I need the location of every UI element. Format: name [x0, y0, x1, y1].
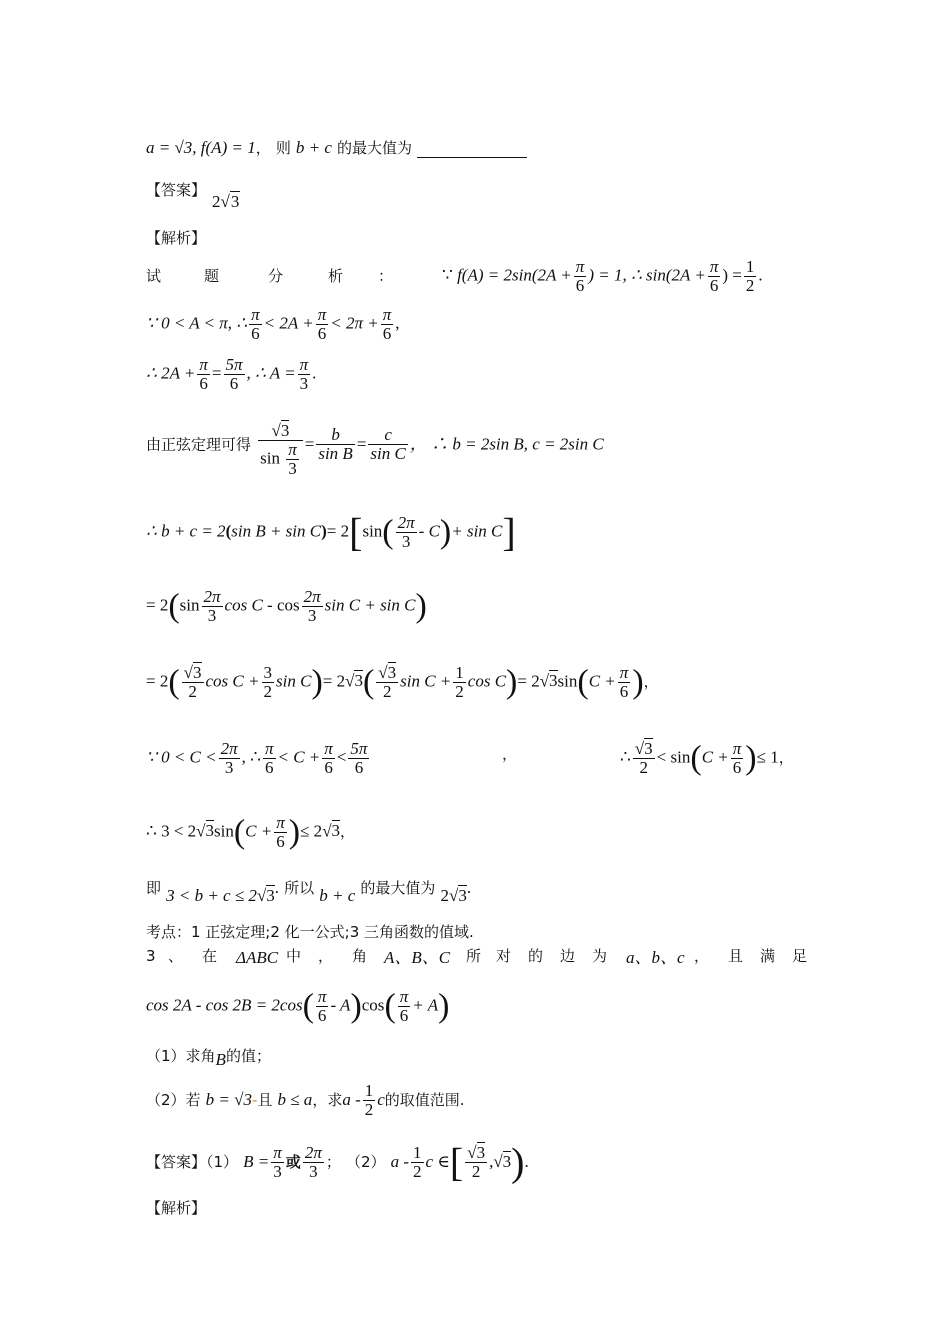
analysis-heading-2: 【解析】 — [146, 1199, 207, 1217]
question-3-equation: cos 2A - cos 2B = 2cos( $\frac{\pi}{6}$ - A)cos( $\frac{\pi}{6}$ + A) — [146, 987, 450, 1025]
question-3-part-1: （1）求角B的值； — [146, 1047, 271, 1069]
analysis-line-6: = 2( $\frac{√3}{2}$ cos C + $\frac{3}{2}$ sin C)= 2√3( $\frac{√3}{2}$ sin C + $\frac{1}{2}$ cos C)= 2√3sin(C + $\frac{\pi}{6}$ )， — [146, 663, 659, 701]
answer-heading-1 — [146, 180, 206, 200]
analysis-line-4: ∴ b + c = 2(sin B + sin C)= 2[sin( $\frac{2\pi}{3}$ - C)+ sin C] — [146, 509, 516, 555]
analysis-conclusion: 即 3 < b + c ≤ 2√3. 所以 b + c 的最大值为 2√3. — [146, 878, 472, 905]
char: 分 — [268, 267, 284, 285]
sine-law-text: 由正弦定理可得 — [146, 435, 252, 454]
sqrt-expr: √3 — [220, 192, 240, 211]
answer-value-1 — [212, 192, 240, 212]
equation-1: ∵ f(A) = 2sin(2A + $\frac{\pi}{6}$ ) = 1, ∴ sin(2A + $\frac{\pi}{6}$ ) = $\frac{1}{2}$ . — [442, 257, 763, 295]
comma: ， — [255, 139, 271, 157]
answer-heading-2: 【答案】（1） B = $\frac{\pi}{3}$ 或 $\frac{2\pi}{3}$ ； （2） a - $\frac{1}{2}$ c ∈[ $\frac{√3}{2}$ ,√3). — [146, 1139, 529, 1185]
question-3-part-2: （2）若 b = √3-且 b ≤ a，求a - $\frac{1}{2}$ c的取值范围. — [146, 1081, 465, 1119]
analysis-line-2: ∵ 0 < A < π, ∴ $\frac{\pi}{6}$ < 2A + $\frac{\pi}{6}$ < 2π + $\frac{\pi}{6}$ , — [146, 305, 400, 343]
question-3-line: 3 、 在 ΔABC 中 ， 角 A、B、C 所 对 的 边 为 a、b、c ， 且 满 足 — [146, 947, 808, 967]
analysis-label: 【解析】 — [146, 229, 207, 247]
analysis-line-5: = 2(sin $\frac{2\pi}{3}$ cos C - cos $\frac{2\pi}{3}$ sin C + sin C) — [146, 587, 427, 625]
analysis-line-7: ∵ 0 < C < $\frac{2\pi}{3}$ , ∴ $\frac{\pi}{6}$ < C + $\frac{\pi}{6}$ < $\frac{5\pi}{6}$ ， ∴ $\frac{√3}{2}$ < sin(C + $\frac{\pi}{6}$ )≤ 1， — [146, 739, 794, 777]
analysis-heading-1 — [146, 228, 206, 248]
max-value-text: 的最大值为 — [337, 139, 413, 157]
condition-math: a = √3, f(A) = 1 — [146, 138, 256, 157]
problem-condition-line — [146, 138, 527, 158]
analysis-line-3: ∴ 2A + $\frac{\pi}{6}$ = $\frac{5\pi}{6}$ , ∴ A = $\frac{\pi}{3}$ . — [146, 355, 317, 393]
char: 题 — [204, 267, 220, 285]
answer-label: 【答案】 — [146, 181, 207, 199]
char: 试 — [146, 267, 162, 285]
answer-blank — [417, 143, 527, 158]
answer-coef: 2 — [212, 192, 221, 211]
char: ： — [378, 267, 394, 285]
then-text: 则 — [275, 139, 291, 157]
key-points: 考点：1 正弦定理;2 化一公式;3 三角函数的值域. — [146, 923, 474, 941]
analysis-line-sine-law: 由正弦定理可得 √3 sin $\frac{\pi}{3}$ = $\frac{b}{\text{sin B}}$ = $\frac{c}{\text{sin C}}$ ， ∴ b = 2sin B, c = 2sin C — [146, 421, 604, 478]
b-plus-c: b + c — [295, 138, 332, 157]
analysis-line-8: ∴ 3 < 2√3sin(C + $\frac{\pi}{6}$ )≤ 2√3， — [146, 813, 356, 851]
char: 析 — [328, 267, 344, 285]
